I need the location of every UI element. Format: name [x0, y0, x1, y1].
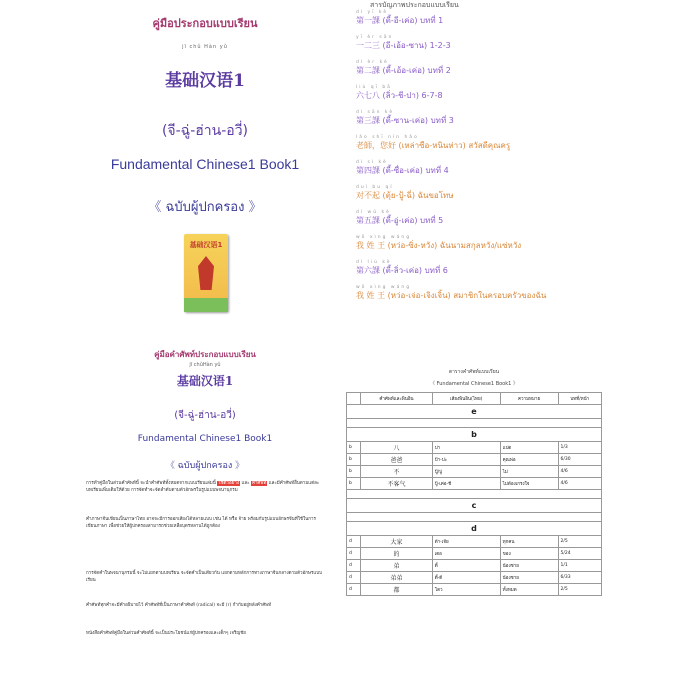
lesson-line	[356, 16, 443, 26]
spacer-row	[347, 490, 602, 499]
table-cell: d	[347, 548, 361, 560]
chinese-title: 基础汉语1	[165, 71, 245, 91]
lesson-pinyin: dì sì kè	[356, 160, 388, 165]
highlight-tag: ใช้ตัวอย่าง	[218, 481, 240, 486]
spacer-cell	[347, 490, 602, 499]
lesson-hanzi: 第四課	[356, 166, 380, 175]
lesson-hanzi: 老師，您好	[356, 141, 396, 150]
lesson-hanzi: 第一課	[356, 16, 380, 25]
lesson-line	[356, 66, 451, 76]
lesson-line	[356, 166, 449, 176]
section-letter: b	[347, 428, 602, 442]
lesson-line	[356, 266, 448, 276]
table-row	[347, 454, 602, 466]
chinese-title: 基础汉语1	[176, 374, 234, 388]
table-cell: d	[347, 560, 361, 572]
letter-section-row	[347, 522, 602, 536]
thai-reading: (จี-ฉู่-ฮ่าน-อวี่)	[161, 123, 249, 139]
table-cell: แปด	[500, 442, 558, 454]
table-cell: 6/33	[558, 572, 602, 584]
table-subtitle: 《 Fundamental Chinese1 Book1 》	[430, 381, 518, 387]
lesson-pinyin: duì bu qǐ	[356, 185, 394, 190]
lesson-label: บทที่ 2	[427, 66, 451, 75]
table-row	[347, 548, 602, 560]
lesson-entry	[356, 235, 521, 251]
lesson-entry	[356, 35, 451, 51]
lesson-entry	[356, 285, 546, 301]
lesson-reading: (ตี้-เอ้อ-เค่อ)	[382, 66, 425, 75]
table-cell: ต้า-เจีย	[432, 536, 500, 548]
lesson-pinyin: lǎo shī nín hǎo	[356, 135, 419, 140]
lesson-pinyin: dì liù kè	[356, 260, 392, 265]
spacer-row	[347, 419, 602, 428]
table-cell: 八	[361, 442, 432, 454]
lesson-pinyin: dì wǔ kè	[356, 210, 391, 215]
table-row	[347, 560, 602, 572]
table-cell: 弟	[361, 560, 432, 572]
lesson-reading: (เหล่าซือ-หนินห่าว)	[398, 141, 466, 150]
lesson-reading: (ตี้-ลิ่ว-เค่อ)	[382, 266, 423, 275]
table-cell: 不客气	[361, 478, 432, 490]
table-cell: ตี้-ตี	[432, 572, 500, 584]
lesson-label: บทที่ 5	[420, 216, 444, 225]
highlight-tag: คำศัพท์	[251, 481, 267, 486]
table-cell: b	[347, 466, 361, 478]
table-cell: d	[347, 572, 361, 584]
table-cell: ป้า-ปะ	[432, 454, 500, 466]
intro-paragraph: การทำคู่มือในส่วนคำศัพท์นี้ จะนำคำศัพท์ทั้งหมดจากแบบเรียนเล่มนี้ ใช้ตัวอย่าง และ คำศัพท์ และมีคำศัพท์อื่นตามแต่ละบทเรียนเพิ่มเติมให้ด้วย การจัดทำจะจัดลำดับตามตัวอักษรในรูปแบบพจนานุกรม	[86, 481, 320, 493]
lesson-reading: (ตี้-อู่-เค่อ)	[382, 216, 418, 225]
table-cell: ทุกคน	[500, 536, 558, 548]
table-cell: 的	[361, 548, 432, 560]
lesson-hanzi: 我 姓 王	[356, 291, 386, 300]
lesson-pinyin: dì sān kè	[356, 110, 395, 115]
lesson-label: 6-7-8	[421, 91, 443, 100]
table-cell: 弟弟	[361, 572, 432, 584]
table-cell: 不	[361, 466, 432, 478]
edition-label: 《 ฉบับผู้ปกครอง 》	[165, 461, 245, 471]
paragraph: หนังสือคำศัพท์คู่มือในส่วนคำศัพท์นี้ จะเป็นประโยชน์แก่ผู้ปกครองและเด็กๆ เจริญชัย	[86, 631, 246, 636]
page-title: คู่มือคำศัพท์ประกอบแบบเรียน	[154, 350, 256, 359]
lesson-line	[356, 41, 451, 51]
page-title: คู่มือประกอบแบบเรียน	[152, 17, 258, 30]
table-cell: ทั้งหมด	[500, 584, 558, 596]
table-cell: 1/1	[558, 560, 602, 572]
lesson-label: บทที่ 4	[425, 166, 449, 175]
table-cell: เตอ	[432, 548, 500, 560]
table-cell: 1/3	[558, 442, 602, 454]
english-title: Fundamental Chinese1 Book1	[110, 156, 300, 172]
english-title: Fundamental Chinese1 Book1	[137, 434, 273, 444]
paragraph: การจัดคำในพจนานุกรมนี้ จะไม่แยกตามบทเรียน จะจัดคำเป็นเดียวกัน แยกตามหลักการทางภาษาจีนกลางตามตัวอักษรแบบเรียน	[86, 571, 322, 583]
table-cell: 5/24	[558, 548, 602, 560]
table-cell: ตี้	[432, 560, 500, 572]
lesson-pinyin: dì yī kè	[356, 10, 389, 15]
lesson-pinyin: dì èr kè	[356, 60, 389, 65]
table-row	[347, 584, 602, 596]
table-cell: ปู้/ปู	[432, 466, 500, 478]
lesson-reading: (ตี้-ซื่อ-เค่อ)	[382, 166, 423, 175]
paragraph: คำศัพท์ทุกคำจะมีคำอธิบายไว้ คำศัพท์ที่เป็นภาษาคำศัพท์ (radical) จะมี (r) กำกับอยู่หลังคำศัพท์	[86, 603, 272, 608]
lesson-hanzi: 第二課	[356, 66, 380, 75]
vocab-table-page	[340, 340, 608, 679]
table-cell: คุณพ่อ	[500, 454, 558, 466]
table-cell: โตว	[432, 584, 500, 596]
table-cell: d	[347, 536, 361, 548]
lesson-pinyin: yī èr sān	[356, 35, 394, 40]
lesson-line	[356, 116, 454, 126]
lesson-label: สมาชิกในครอบครัวของฉัน	[453, 291, 547, 300]
section-letter: d	[347, 522, 602, 536]
lesson-line	[356, 291, 546, 301]
lesson-entry	[356, 10, 443, 26]
table-header-cell: เสียงพินอิน(ไทย)	[432, 393, 500, 405]
table-cell: น้องชาย	[500, 572, 558, 584]
lesson-label: ฉันนามสกุลหวัง/แซ่หวัง	[439, 241, 522, 250]
lesson-entry	[356, 260, 448, 276]
pinyin-line: jī chǔHàn yǔ	[189, 362, 221, 368]
lesson-hanzi: 一二三	[356, 41, 380, 50]
section-letter: c	[347, 499, 602, 513]
table-cell: ปา	[432, 442, 500, 454]
edition-label: 《 ฉบับผู้ปกครอง 》	[148, 200, 262, 215]
contents-header: สารบัญภาพประกอบแบบเรียน	[370, 1, 459, 9]
lesson-label: บทที่ 6	[424, 266, 448, 275]
table-header-cell	[347, 393, 361, 405]
lesson-line	[356, 191, 454, 201]
lesson-reading: (ตุ้ย-ปู้-ฉี่)	[382, 191, 415, 200]
table-cell: b	[347, 442, 361, 454]
lesson-entry	[356, 135, 510, 151]
spacer-cell	[347, 513, 602, 522]
table-header-cell: ความหมาย	[500, 393, 558, 405]
lesson-hanzi: 对不起	[356, 191, 380, 200]
table-cell: 爸爸	[361, 454, 432, 466]
lesson-label: 1-2-3	[429, 41, 451, 50]
table-row	[347, 466, 602, 478]
lesson-label: ฉันขอโทษ	[417, 191, 454, 200]
table-header-cell: บทที่/หน้า	[558, 393, 602, 405]
thai-reading: (จี-ฉู่-ฮ่าน-อวี่)	[174, 410, 236, 421]
letter-section-row	[347, 405, 602, 419]
table-row	[347, 536, 602, 548]
lesson-entry	[356, 85, 443, 101]
table-cell: 2/5	[558, 584, 602, 596]
lesson-reading: (อี-เอ้อ-ซาน)	[382, 41, 428, 50]
cover-page	[72, 0, 338, 340]
table-header-row	[347, 393, 602, 405]
lesson-entry	[356, 60, 451, 76]
table-cell: 4/6	[558, 478, 602, 490]
lesson-reading: (หว่อ-เจ่อ-เจิงเจิ้น)	[387, 291, 451, 300]
table-cell: 都	[361, 584, 432, 596]
table-cell: ไม่ต้องเกรงใจ	[500, 478, 558, 490]
section-letter: e	[347, 405, 602, 419]
pinyin-line: jī chǔ Hàn yǔ	[182, 44, 228, 50]
table-cell: d	[347, 584, 361, 596]
lesson-entry	[356, 185, 454, 201]
table-cell: ไม่	[500, 466, 558, 478]
table-row	[347, 478, 602, 490]
lesson-label: บทที่ 1	[420, 16, 444, 25]
table-cell: b	[347, 478, 361, 490]
pagoda-icon	[198, 256, 214, 290]
book-cover-title: 基础汉语1	[189, 241, 223, 249]
lesson-label: สวัสดีคุณครู	[468, 141, 511, 150]
lesson-line	[356, 216, 443, 226]
lesson-hanzi: 第五課	[356, 216, 380, 225]
lesson-hanzi: 第三課	[356, 116, 380, 125]
lesson-pinyin: liù qī bā	[356, 85, 392, 90]
paragraph: คำภาษาจีนเขียนเป็นภาษาไทย อาจจะมีการออกเสียงได้หลายแบบ เช่น ได้ หรือ จ้าย พร้อมกับรูปแบบอักษรจีนที่ใช้ในการเขียนภาษา เพื่อช่วยให้ผู้ปกครองสามารถช่วยเหลือบุตรหลานได้ถูกต้อง	[86, 517, 316, 529]
table-cell: 6/30	[558, 454, 602, 466]
lesson-reading: (ตี้-อี-เค่อ)	[382, 16, 418, 25]
letter-section-row	[347, 499, 602, 513]
book-cover-image	[184, 234, 228, 312]
table-cell: 2/5	[558, 536, 602, 548]
table-cell: 大家	[361, 536, 432, 548]
lesson-entry	[356, 160, 449, 176]
table-row	[347, 572, 602, 584]
lesson-entry	[356, 110, 454, 126]
vocab-table	[346, 392, 602, 596]
spacer-cell	[347, 419, 602, 428]
grass-graphic	[184, 298, 228, 312]
lesson-reading: (ตี้-ซาน-เค่อ)	[382, 116, 429, 125]
table-cell: น้องชาย	[500, 560, 558, 572]
table-cell: ปู้-เค่อ-ชี	[432, 478, 500, 490]
lesson-entry	[356, 210, 443, 226]
lesson-line	[356, 91, 443, 101]
lesson-hanzi: 我 姓 王	[356, 241, 386, 250]
lesson-pinyin: wǒ xìng wáng	[356, 285, 412, 290]
table-cell: ของ	[500, 548, 558, 560]
lesson-reading: (ลิ่ว-ชี-ปา)	[382, 91, 419, 100]
lesson-reading: (หว่อ-ซิ่ง-หวัง)	[387, 241, 438, 250]
table-header-cell: คำศัพท์และพินอิน	[361, 393, 432, 405]
lesson-line	[356, 241, 521, 251]
table-cell: b	[347, 454, 361, 466]
spacer-row	[347, 513, 602, 522]
table-row	[347, 442, 602, 454]
table-title: ตารางคำศัพท์แบบเรียน	[448, 369, 500, 375]
lesson-label: บทที่ 3	[430, 116, 454, 125]
lesson-line	[356, 141, 510, 151]
lesson-hanzi: 第六課	[356, 266, 380, 275]
letter-section-row	[347, 428, 602, 442]
contents-page	[340, 0, 608, 340]
lesson-pinyin: wǒ xìng wáng	[356, 235, 412, 240]
lesson-hanzi: 六七八	[356, 91, 380, 100]
vocab-intro-page	[72, 340, 338, 679]
table-cell: 4/6	[558, 466, 602, 478]
